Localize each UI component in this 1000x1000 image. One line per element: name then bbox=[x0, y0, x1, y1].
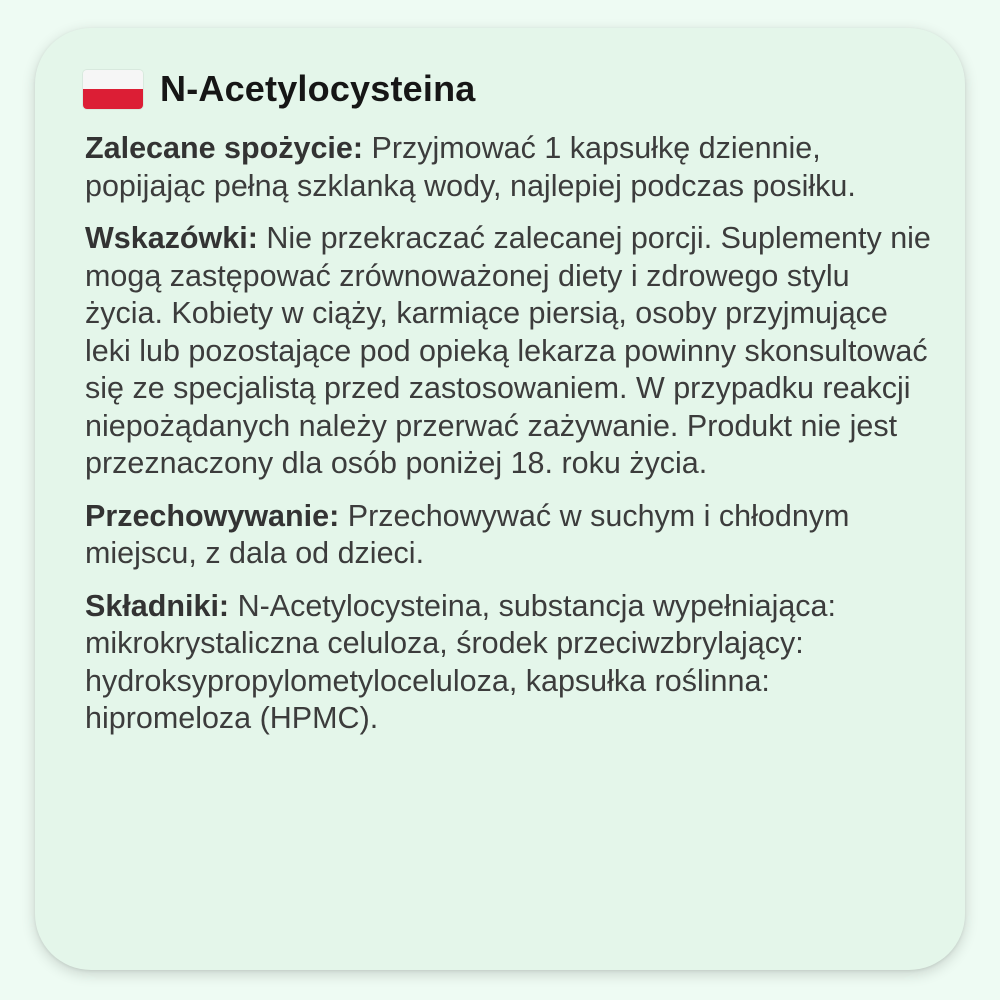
section-label: Przechowywanie: bbox=[85, 498, 340, 533]
section-warnings bbox=[85, 220, 935, 483]
section-text: Przechowywać w suchym i chłodnym miejscu, z dala od dzieci. bbox=[85, 498, 850, 570]
section-ingredients bbox=[85, 588, 935, 738]
section-label: Składniki: bbox=[85, 588, 230, 623]
section-text: Nie przekraczać zalecanej porcji. Suplementy nie mogą zastępować zrównoważonej diety i zdrowego stylu życia. Kobiety w ciąży, karmiące piersią, osoby przyjmujące leki lub pozostające pod opieką lekarza powinny skonsultować się ze specjalistą przed zastosowaniem. W przypadku reakcji niepożądanych należy przerwać zażywanie. Produkt nie jest przeznaczony dla osób poniżej 18. roku życia. bbox=[85, 221, 931, 480]
info-card bbox=[35, 28, 965, 970]
section-text: N-Acetylocysteina, substancja wypełniająca: mikrokrystaliczna celuloza, środek przeciwzbrylający: hydroksypropylometyloceluloza, kapsułka roślinna: hipromeloza (HPMC). bbox=[85, 588, 836, 735]
section-label: Zalecane spożycie: bbox=[85, 131, 364, 165]
section-storage bbox=[85, 498, 935, 573]
product-title: N-Acetylocysteina bbox=[160, 68, 476, 109]
card-header bbox=[83, 68, 476, 110]
section-label: Wskazówki: bbox=[85, 221, 258, 255]
poland-flag-icon bbox=[83, 70, 143, 109]
flag-red-stripe bbox=[83, 89, 143, 109]
section-text: Przyjmować 1 kapsułkę dziennie, popijając pełną szklanką wody, najlepiej podczas posiłku. bbox=[85, 131, 856, 203]
section-recommended-intake bbox=[85, 130, 935, 205]
card-content bbox=[85, 130, 935, 753]
flag-white-stripe bbox=[83, 70, 143, 90]
